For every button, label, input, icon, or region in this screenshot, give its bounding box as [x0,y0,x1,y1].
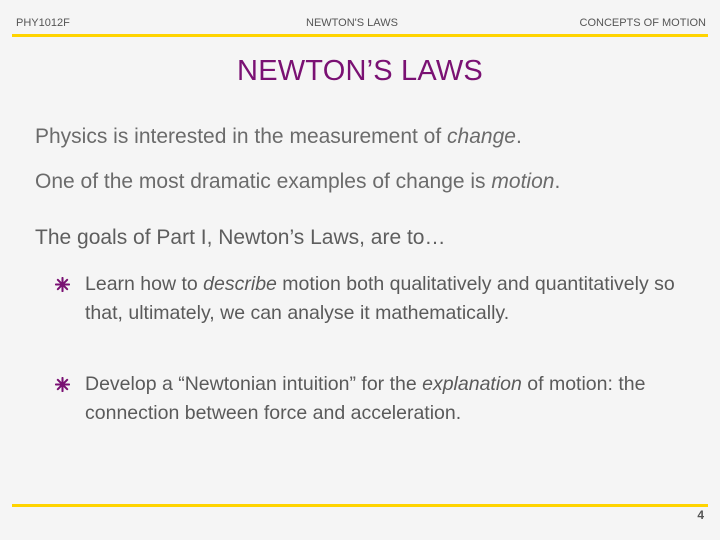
course-code: PHY1012F [16,17,70,29]
para-end: . [515,125,522,148]
starburst-bullet-icon [55,377,70,392]
intro-paragraph-1 [35,125,522,149]
bullet-text-post: motion both qualitatively and quantitatively so that, ultimately, we can analyse it mathematically. [85,273,675,324]
footer-divider [12,504,708,507]
para-end: . [554,170,561,193]
bullet-text-pre: Develop a “Newtonian intuition” for the [85,373,423,395]
header-divider [12,34,708,37]
emphasis-change: change [447,125,516,148]
section-label: NEWTON'S LAWS [306,17,398,29]
intro-paragraph-2 [35,170,560,194]
para-text: One of the most dramatic examples of change is [35,170,492,193]
bullet-item [85,370,695,428]
slide-title: NEWTON’S LAWS [237,55,483,87]
emphasis-motion: motion [491,170,555,193]
goals-paragraph: The goals of Part I, Newton’s Laws, are to… [35,226,446,249]
topic-label: CONCEPTS OF MOTION [579,17,706,29]
para-text: Physics is interested in the measurement of [35,125,448,148]
emphasis-explanation: explanation [422,373,522,395]
bullet-text-pre: Learn how to [85,273,204,295]
bullet-item [85,270,695,328]
emphasis-describe: describe [203,273,277,295]
bullet-text-post: of motion: the connection between force and acceleration. [85,373,646,424]
starburst-bullet-icon [55,277,70,292]
page-number: 4 [697,508,704,522]
